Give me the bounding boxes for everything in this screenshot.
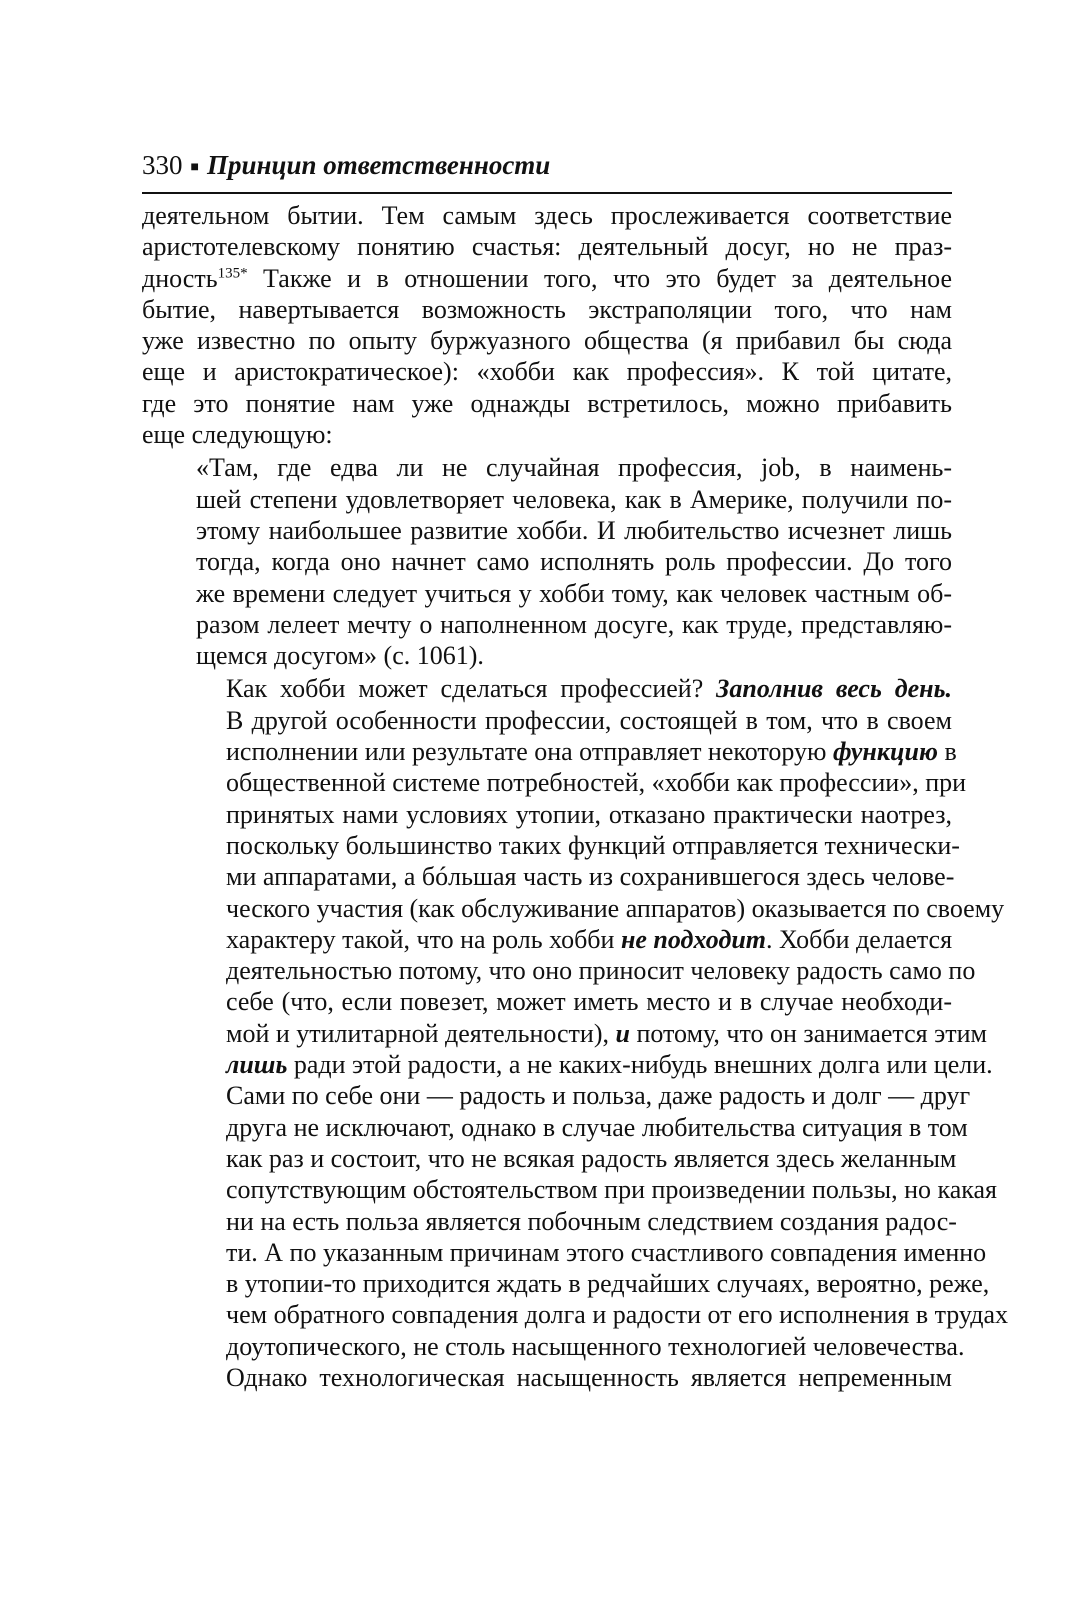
running-head <box>142 148 952 194</box>
text-line <box>142 1018 987 1049</box>
book-page <box>142 148 1009 1393</box>
paragraph-1 <box>142 200 952 450</box>
text-line: ни на есть польза является побочным следствием создания радос- <box>226 1206 957 1236</box>
text-line: уже известно по опыту буржуазного общества (я прибавил бы сюда <box>142 326 952 356</box>
text-line <box>142 736 957 767</box>
text-line <box>142 263 952 294</box>
text-line: аристотелевскому понятию счастья: деятельный досуг, но не праз- <box>142 232 952 262</box>
page-number: 330 <box>142 150 183 180</box>
text-line: «Там, где едва ли не случайная профессия, job, в наимень- <box>196 453 952 483</box>
emphasis-text: функцию <box>832 737 938 767</box>
text-line: ми аппаратами, а бóльшая часть из сохранившегося здесь челове- <box>226 862 955 892</box>
text-line: деятельностью потому, что оно приносит человеку радость само по <box>226 956 976 986</box>
text-line: сопутствующим обстоятельством при произведении пользы, но какая <box>226 1175 998 1205</box>
block-quote <box>142 452 952 671</box>
text-line: друга не исключают, однако в случае любительства ситуация в том <box>226 1112 968 1142</box>
text-line: этому наибольшее развитие хобби. И любительство исчезнет лишь <box>196 515 952 545</box>
text-line: принятых нами условиях утопии, отказано практически наотрез, <box>226 799 952 829</box>
text-fragment: потому, что он занимается этим <box>629 1018 987 1048</box>
text-line: где это понятие нам уже однажды встретилось, можно прибавить <box>142 388 952 418</box>
text-line: чем обратного совпадения долга и радости от его исполнения в трудах <box>226 1300 1009 1330</box>
text-line: как раз и состоит, что не всякая радость является здесь желанным <box>226 1143 957 1173</box>
text-line: ческого участия (как обслуживание аппаратов) оказывается по своему <box>226 893 1005 923</box>
text-line: общественной системе потребностей, «хобби как профессии», при <box>226 768 967 798</box>
text-line <box>142 924 952 955</box>
text-line <box>142 673 952 704</box>
emphasis-text: Заполнив весь день. <box>716 674 952 704</box>
text-line: Сами по себе они — радость и польза, даже радость и долг — друг <box>226 1081 971 1111</box>
text-fragment: Также и в отношении того, что это будет за деятельное <box>247 263 952 293</box>
text-fragment: характеру такой, что на роль хобби <box>226 924 621 954</box>
text-line: разом лелеет мечту о наполненном досуге, как труде, представляю- <box>196 609 952 639</box>
text-line: щемся досугом» (с. 1061). <box>196 641 484 671</box>
footnote-reference: 135* <box>217 264 248 281</box>
text-line: В другой особенности профессии, состоящей в том, что в своем <box>226 705 952 735</box>
text-line: себе (что, если повезет, может иметь место и в случае необходи- <box>226 987 952 1017</box>
emphasis-text: и <box>615 1018 630 1048</box>
text-fragment: в <box>937 737 957 767</box>
text-line: еще и аристократическое): «хобби как профессия». К той цитате, <box>142 357 952 387</box>
text-fragment: мой и утилитарной деятельности), <box>226 1018 616 1048</box>
text-fragment: дность <box>142 263 218 293</box>
text-fragment: исполнении или результате она отправляет некоторую <box>226 737 833 767</box>
text-line: же времени следует учиться у хобби тому, как человек частным об- <box>196 578 952 608</box>
paragraph-2 <box>142 673 1009 1393</box>
page-body <box>142 200 1009 1393</box>
running-head-title: Принцип ответственности <box>206 150 551 180</box>
text-line <box>142 1049 993 1080</box>
text-fragment: Как хобби может сделаться профессией? <box>226 674 717 704</box>
text-line: ти. А по указанным причинам этого счастливого совпадения именно <box>226 1237 987 1267</box>
text-line: еще следующую: <box>142 420 333 450</box>
text-line: тогда, когда оно начнет само исполнять роль профессии. До того <box>196 547 952 577</box>
emphasis-text: лишь <box>226 1050 288 1080</box>
separator-square-icon: ■ <box>190 160 199 175</box>
text-fragment: . Хобби делается <box>766 924 953 954</box>
text-fragment: ради этой радости, а не каких-нибудь внешних долга или цели. <box>287 1050 993 1080</box>
text-line: шей степени удовлетворяет человека, как в Америке, получили по- <box>196 484 952 514</box>
text-line: доутопического, не столь насыщенного технологией человечества. <box>226 1331 965 1361</box>
text-line: в утопии-то приходится ждать в редчайших случаях, вероятно, реже, <box>226 1269 990 1299</box>
text-line: деятельном бытии. Тем самым здесь прослеживается соответствие <box>142 201 952 230</box>
text-line: бытие, навертывается возможность экстраполяции того, что нам <box>142 294 952 324</box>
text-line: Однако технологическая насыщенность является непременным <box>226 1362 952 1392</box>
text-line: поскольку большинство таких функций отправляется технически- <box>226 830 960 860</box>
emphasis-text: не подходит <box>620 924 767 954</box>
